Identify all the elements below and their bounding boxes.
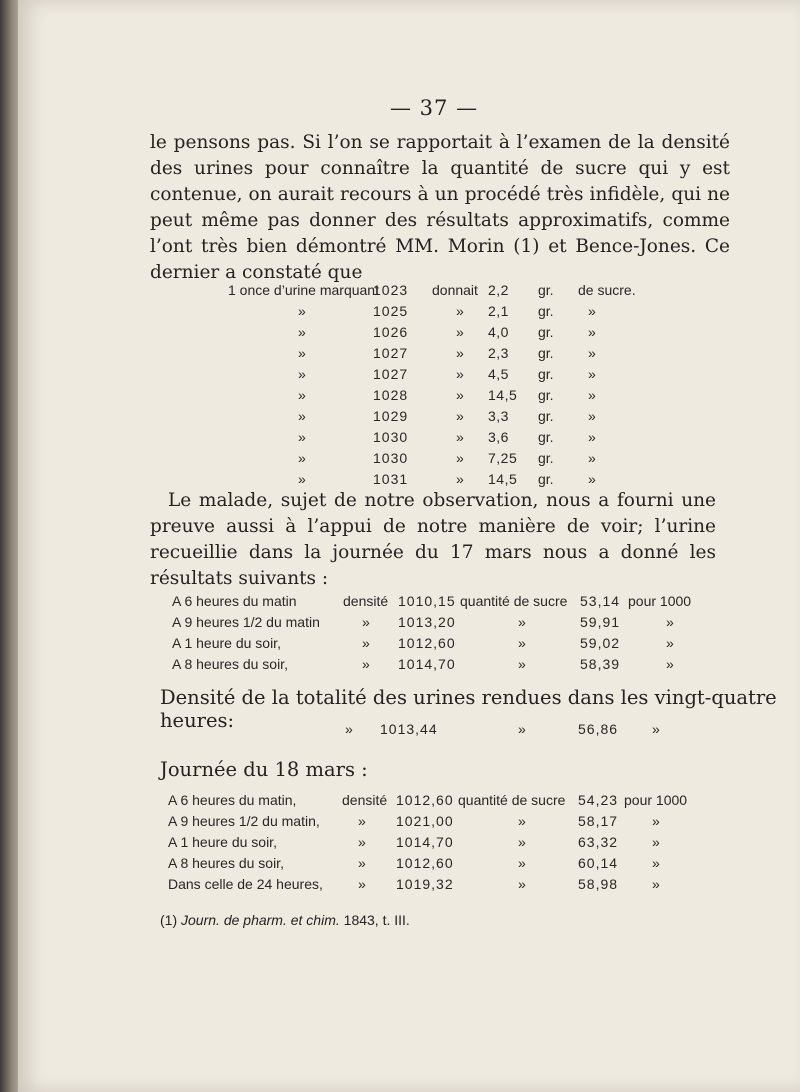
row-lead: » (298, 471, 306, 487)
verb-label: » (456, 345, 464, 361)
row-lead: » (298, 408, 306, 424)
sugar-value: 58,39 (580, 656, 621, 672)
row-tail: » (588, 471, 596, 487)
table-row (0, 366, 800, 387)
density-value: 1014,70 (398, 656, 456, 672)
table-row (0, 855, 800, 876)
density-value: 1028 (373, 387, 409, 403)
row-lead: » (298, 429, 306, 445)
sugar-value: 14,5 (488, 387, 518, 403)
per-label: pour 1000 (628, 593, 692, 609)
row-tail: » (588, 408, 596, 424)
row-tail: » (588, 324, 596, 340)
verb-label: » (456, 387, 464, 403)
unit-label: gr. (538, 303, 554, 319)
time-label: A 6 heures du matin (172, 593, 297, 609)
density-value: 1012,60 (396, 792, 454, 808)
density-value: 1013,20 (398, 614, 456, 630)
table-row (0, 593, 800, 614)
time-label: A 9 heures 1/2 du matin (172, 614, 320, 630)
density-value: 1026 (373, 324, 409, 340)
density-value: 1019,32 (396, 876, 454, 892)
sugar-value: 59,02 (580, 635, 621, 651)
unit-label: gr. (538, 450, 554, 466)
sugar-value: 58,98 (578, 876, 619, 892)
density-value: 1031 (373, 471, 409, 487)
density-value: 1021,00 (396, 813, 454, 829)
verb-label: » (456, 471, 464, 487)
table-row (0, 450, 800, 471)
table-row (0, 303, 800, 324)
unit-label: gr. (538, 429, 554, 445)
footnote (160, 912, 410, 928)
row-tail: de sucre. (578, 282, 636, 298)
density-value: 1027 (373, 366, 409, 382)
verb-label: » (456, 303, 464, 319)
row-tail: » (588, 366, 596, 382)
density-value: 1030 (373, 429, 409, 445)
row-tail: » (588, 429, 596, 445)
density-value: 1030 (373, 450, 409, 466)
ditto-mark: » (345, 721, 353, 737)
row-lead: » (298, 324, 306, 340)
time-label: A 1 heure du soir, (168, 834, 277, 850)
sugar-label: » (518, 834, 526, 850)
sugar-label: » (518, 855, 526, 871)
per-label: » (666, 656, 674, 672)
ditto-mark: » (652, 721, 660, 737)
density-value: 1012,60 (398, 635, 456, 651)
sugar-label: » (518, 813, 526, 829)
unit-label: gr. (538, 324, 554, 340)
sugar-value: 4,0 (488, 324, 509, 340)
density-label: » (358, 876, 366, 892)
time-label: A 8 heures du soir, (172, 656, 288, 672)
table-row (0, 813, 800, 834)
density-value: 1014,70 (396, 834, 454, 850)
sugar-label: » (518, 876, 526, 892)
density-label: » (362, 656, 370, 672)
unit-label: gr. (538, 408, 554, 424)
table-row (0, 324, 800, 345)
row-lead: » (298, 303, 306, 319)
table-row (0, 614, 800, 635)
verb-label: » (456, 408, 464, 424)
unit-label: gr. (538, 471, 554, 487)
row-tail: » (588, 450, 596, 466)
sugar-value: 63,32 (578, 834, 619, 850)
table-row (0, 387, 800, 408)
table-row (0, 876, 800, 897)
time-label: Dans celle de 24 heures, (168, 876, 323, 892)
sugar-value: 2,3 (488, 345, 509, 361)
per-label: » (652, 834, 660, 850)
per-label: » (652, 855, 660, 871)
sugar-value: 54,23 (578, 792, 619, 808)
density-value: 1010,15 (398, 593, 456, 609)
table-row (0, 282, 800, 303)
time-label: A 6 heures du matin, (168, 792, 297, 808)
table-row (0, 635, 800, 656)
sugar-value: 7,25 (488, 450, 518, 466)
density-label: » (362, 614, 370, 630)
sugar-label: » (518, 614, 526, 630)
sugar-value: 53,14 (580, 593, 621, 609)
page-number: — 37 — (390, 96, 479, 120)
verb-label: » (456, 450, 464, 466)
sugar-value: 58,17 (578, 813, 619, 829)
ditto-mark: » (518, 721, 526, 737)
per-label: » (666, 635, 674, 651)
sugar-value: 4,5 (488, 366, 509, 382)
verb-label: » (456, 324, 464, 340)
density-label: densité (342, 792, 388, 808)
row-lead: 1 once d’urine marquant (228, 282, 379, 298)
per-label: » (666, 614, 674, 630)
density-value: 1023 (373, 282, 409, 298)
sugar-value: 2,1 (488, 303, 509, 319)
table-row (0, 408, 800, 429)
sugar-value: 14,5 (488, 471, 518, 487)
sugar-value: 3,6 (488, 429, 509, 445)
density-value: 1012,60 (396, 855, 454, 871)
paragraph-1: le pensons pas. Si l’on se rapportait à l’examen de la densité des urines pour connaître la quantité de sucre qui y est contenue, on aurait recours à un procédé très infidèle, qui ne peut même pas donner des résultats approximatifs, comme l’ont très bien démontré MM. Morin (1) et Bence-Jones. Ce dernier a constaté que (150, 132, 730, 283)
density-label: » (358, 855, 366, 871)
time-label: A 9 heures 1/2 du matin, (168, 813, 320, 829)
density-value: 1029 (373, 408, 409, 424)
per-label: » (652, 813, 660, 829)
row-tail: » (588, 303, 596, 319)
unit-label: gr. (538, 387, 554, 403)
density-value: 1027 (373, 345, 409, 361)
march-18-heading: Journée du 18 mars : (160, 758, 368, 781)
footnote-marker: (1) (160, 912, 178, 928)
paragraph-2: Le malade, sujet de notre observation, nous a fourni une preuve aussi à l’appui de notre manière de voir; l’urine recueillie dans la journée du 17 mars nous a donné les résultats suivants : (150, 490, 716, 589)
sugar-value: 56,86 (578, 721, 619, 737)
unit-label: gr. (538, 345, 554, 361)
total-density-heading: Densité de la totalité des urines rendues dans les vingt-quatre heures: (160, 686, 777, 732)
row-tail: » (588, 387, 596, 403)
table-row (0, 429, 800, 450)
sugar-label: » (518, 635, 526, 651)
table-row (0, 345, 800, 366)
table-row (0, 792, 800, 813)
per-label: pour 1000 (624, 792, 688, 808)
row-tail: » (588, 345, 596, 361)
per-label: » (652, 876, 660, 892)
density-label: » (358, 813, 366, 829)
row-lead: » (298, 366, 306, 382)
footnote-journal: Journ. de pharm. et chim. (181, 912, 340, 928)
verb-label: donnait (432, 282, 478, 298)
density-value: 1013,44 (380, 721, 438, 737)
sugar-label: » (518, 656, 526, 672)
unit-label: gr. (538, 366, 554, 382)
footnote-reference: 1843, t. III. (343, 912, 410, 928)
time-label: A 8 heures du soir, (168, 855, 284, 871)
density-label: » (362, 635, 370, 651)
verb-label: » (456, 366, 464, 382)
verb-label: » (456, 429, 464, 445)
sugar-label: quantité de sucre (458, 792, 566, 808)
density-label: densité (343, 593, 389, 609)
time-label: A 1 heure du soir, (172, 635, 281, 651)
table-row (0, 656, 800, 677)
density-value: 1025 (373, 303, 409, 319)
unit-label: gr. (538, 282, 554, 298)
row-lead: » (298, 450, 306, 466)
row-lead: » (298, 387, 306, 403)
sugar-label: quantité de sucre (460, 593, 568, 609)
row-lead: » (298, 345, 306, 361)
sugar-value: 2,2 (488, 282, 509, 298)
sugar-value: 59,91 (580, 614, 621, 630)
sugar-value: 60,14 (578, 855, 619, 871)
table-row (0, 834, 800, 855)
sugar-value: 3,3 (488, 408, 509, 424)
density-label: » (358, 834, 366, 850)
